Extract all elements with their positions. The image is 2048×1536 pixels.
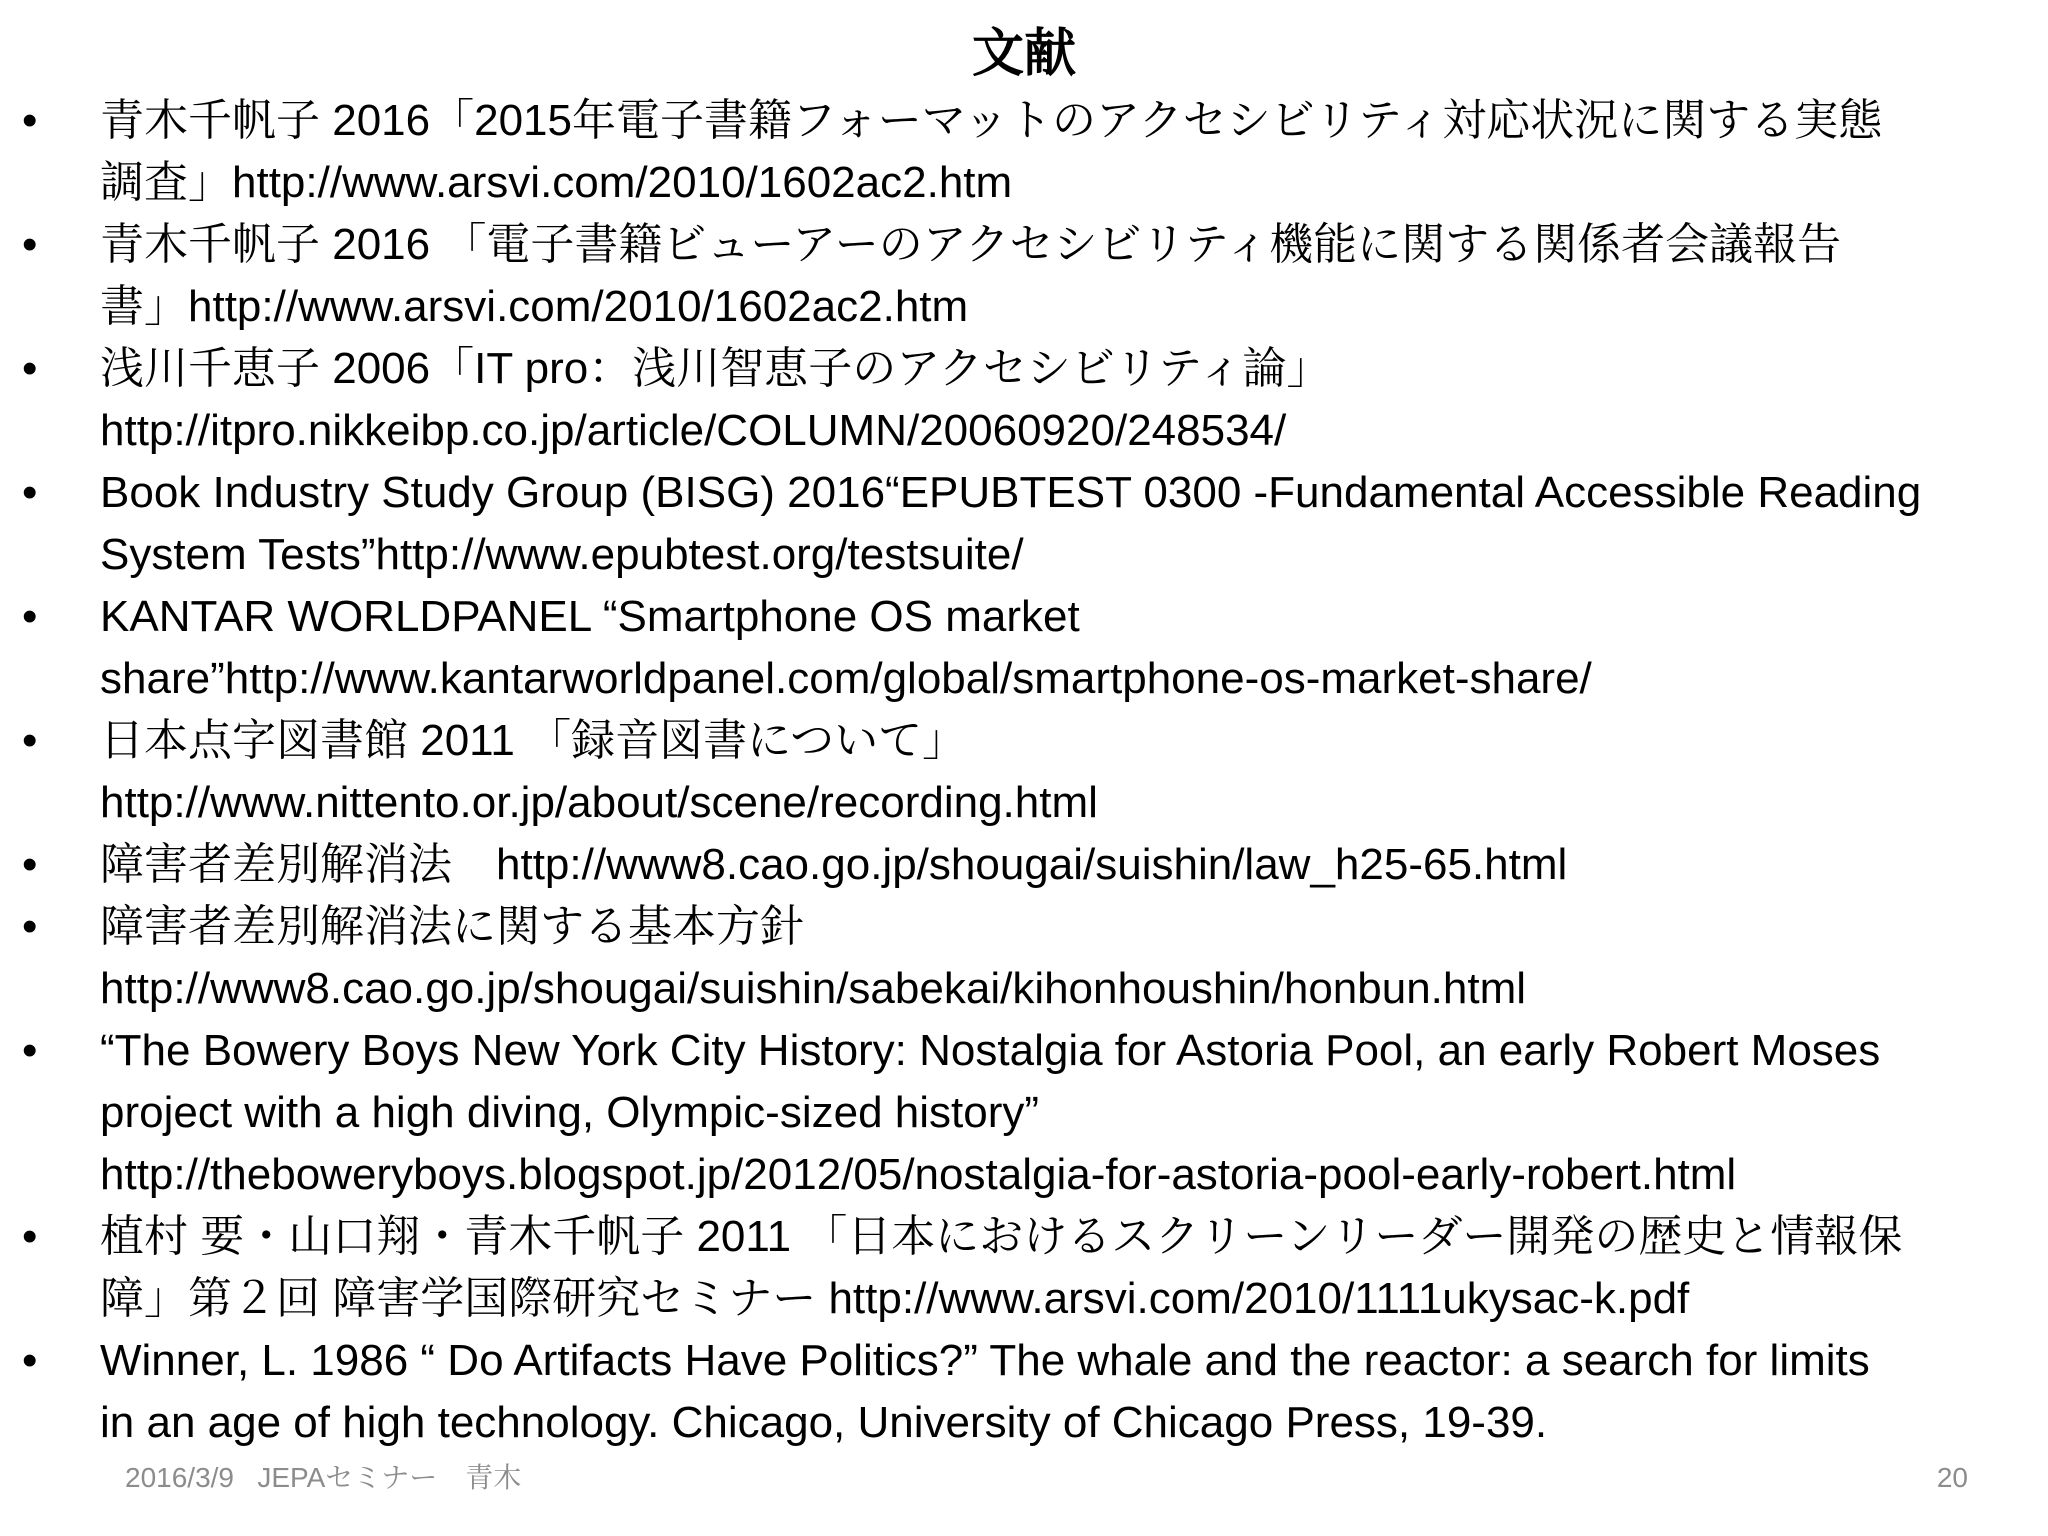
bullet-icon: •: [22, 1212, 38, 1261]
reference-text-line: 浅川千恵子 2006「IT pro：浅川智恵子のアクセシビリティ論」: [100, 344, 1331, 393]
reference-text-line: “The Bowery Boys New York City History: Nostalgia for Astoria Pool, an early Robert Moses: [100, 1026, 1881, 1075]
reference-item: [0, 90, 2048, 214]
reference-text-line: 調査」http://www.arsvi.com/2010/1602ac2.htm: [100, 158, 1013, 207]
reference-text-line: share”http://www.kantarworldpanel.com/global/smartphone-os-market-share/: [100, 654, 1592, 703]
reference-item: [0, 338, 2048, 462]
reference-text-line: http://theboweryboys.blogspot.jp/2012/05/nostalgia-for-astoria-pool-early-robert.html: [100, 1150, 1737, 1199]
reference-item: [0, 586, 2048, 710]
reference-text-line: 障害者差別解消法 http://www8.cao.go.jp/shougai/suishin/law_h25-65.html: [100, 840, 1568, 889]
reference-text-line: Book Industry Study Group (BISG) 2016“EPUBTEST 0300 -Fundamental Accessible Reading: [100, 468, 1922, 517]
reference-item: [0, 1206, 2048, 1330]
reference-text-line: in an age of high technology. Chicago, University of Chicago Press, 19-39.: [100, 1398, 1548, 1447]
reference-text-line: 書」http://www.arsvi.com/2010/1602ac2.htm: [100, 282, 969, 331]
slide-title: 文献: [971, 25, 1076, 83]
bullet-icon: •: [22, 592, 38, 641]
reference-text-line: http://www8.cao.go.jp/shougai/suishin/sabekai/kihonhoushin/honbun.html: [100, 964, 1527, 1013]
reference-item: [0, 1020, 2048, 1206]
reference-item: [0, 1330, 2048, 1454]
reference-text-line: KANTAR WORLDPANEL “Smartphone OS market: [100, 592, 1080, 641]
reference-text-line: 青木千帆子 2016「2015年電子書籍フォーマットのアクセシビリティ対応状況に関する実態: [100, 96, 1883, 145]
reference-text-line: Winner, L. 1986 “ Do Artifacts Have Politics?” The whale and the reactor: a search for limits: [100, 1336, 1870, 1385]
page-number: 20: [1936, 1462, 1968, 1493]
bullet-icon: •: [22, 1336, 38, 1385]
reference-item: [0, 710, 2048, 834]
footer-date-event-author: 2016/3/9 JEPAセミナー 青木: [125, 1462, 522, 1493]
bullet-icon: •: [22, 344, 38, 393]
slide-footer: [0, 1458, 2048, 1498]
reference-item: [0, 214, 2048, 338]
bullet-icon: •: [22, 96, 38, 145]
reference-list: [0, 90, 2048, 1454]
reference-text-line: http://itpro.nikkeibp.co.jp/article/COLUMN/20060920/248534/: [100, 406, 1287, 455]
reference-text-line: project with a high diving, Olympic-sized history”: [100, 1088, 1040, 1137]
reference-text-line: 青木千帆子 2016 「電子書籍ビューアーのアクセシビリティ機能に関する関係者会議報告: [100, 220, 1842, 269]
reference-text-line: 植村 要・山口翔・青木千帆子 2011 「日本におけるスクリーンリーダー開発の歴史と情報保: [100, 1212, 1903, 1261]
bullet-icon: •: [22, 716, 38, 765]
reference-text-line: 障」第２回 障害学国際研究セミナー http://www.arsvi.com/2010/1111ukysac-k.pdf: [100, 1274, 1690, 1323]
reference-item: [0, 896, 2048, 1020]
reference-text-line: System Tests”http://www.epubtest.org/testsuite/: [100, 530, 1024, 579]
bullet-icon: •: [22, 902, 38, 951]
bullet-icon: •: [22, 468, 38, 517]
reference-text-line: 障害者差別解消法に関する基本方針: [100, 902, 804, 951]
bullet-icon: •: [22, 220, 38, 269]
reference-text-line: 日本点字図書館 2011 「録音図書について」: [100, 716, 967, 765]
reference-item: [0, 834, 2048, 896]
reference-text-line: http://www.nittento.or.jp/about/scene/recording.html: [100, 778, 1098, 827]
reference-item: [0, 462, 2048, 586]
bullet-icon: •: [22, 1026, 38, 1075]
bullet-icon: •: [22, 840, 38, 889]
